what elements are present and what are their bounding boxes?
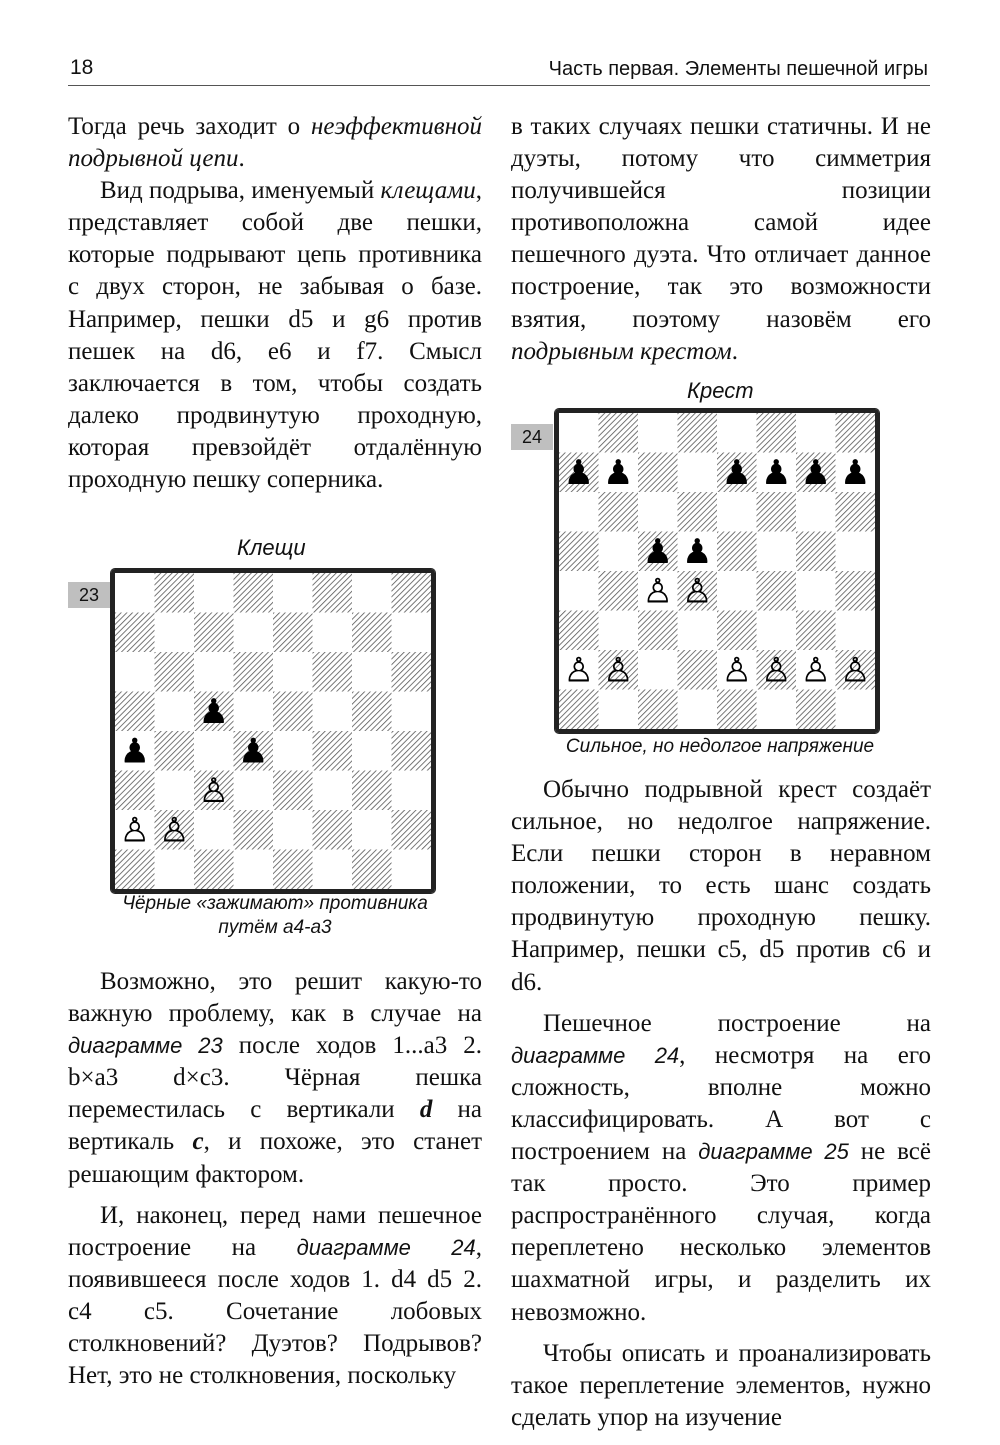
d23-square-b4: [155, 731, 195, 771]
right-column-lower: [511, 774, 931, 1434]
d23-square-c6: [194, 652, 234, 692]
d24-square-f6: [757, 492, 797, 532]
d24-square-h3: [836, 611, 876, 651]
d24-black-pawn-f7: ♟: [761, 453, 792, 494]
d23-square-g6: [352, 652, 392, 692]
d24-white-pawn-g2: ♙: [800, 650, 831, 691]
d24-square-g5: [796, 532, 836, 572]
d24-board-svg: [559, 413, 875, 729]
d24-square-a5: [559, 532, 599, 572]
d23-square-g2: [352, 810, 392, 850]
d23-black-pawn-c5: ♟: [198, 692, 229, 733]
d24-square-g1: [796, 690, 836, 730]
d24-square-a6: [559, 492, 599, 532]
diagram-24-caption: Сильное, но недолгое напряжение: [565, 736, 875, 757]
d24-square-e3: [717, 611, 757, 651]
d23-square-f3: [313, 771, 353, 811]
d24-black-pawn-g7: ♟: [800, 453, 831, 494]
d24-white-pawn-c4: ♙: [642, 571, 673, 612]
d23-square-f5: [313, 692, 353, 732]
diagram-23-caption: Чёрные «зажимают» противника путём a4-a3: [122, 893, 428, 938]
d23-black-pawn-d4: ♟: [238, 731, 269, 772]
d23-square-e3: [273, 771, 313, 811]
right-paragraph-2: Обычно подрывной крест создаёт сильное, но недолгое напряжение. Если пешки сторон в неравном положении, то есть шанс создать продвинутую проходную пешку. Например, пешки c5, d5 против c6 и d6.: [511, 776, 931, 996]
d23-square-f4: [313, 731, 353, 771]
d23-square-c7: [194, 613, 234, 653]
d23-square-f8: [313, 573, 353, 613]
d24-black-pawn-h7: ♟: [840, 453, 871, 494]
d24-square-h1: [836, 690, 876, 730]
d24-square-b1: [599, 690, 639, 730]
d23-square-h4: [392, 731, 432, 771]
d24-square-e5: [717, 532, 757, 572]
chessboard-diagram-24: [555, 409, 879, 733]
d24-square-h4: [836, 571, 876, 611]
d23-board-svg: [115, 573, 431, 889]
d23-square-a5: [115, 692, 155, 732]
d23-white-pawn-a2: ♙: [119, 810, 150, 851]
header-rule: [68, 85, 930, 86]
chessboard-diagram-23: [111, 569, 435, 893]
d24-black-pawn-c5: ♟: [642, 532, 673, 573]
d23-square-f7: [313, 613, 353, 653]
d24-square-b8: [599, 413, 639, 453]
d24-black-pawn-d5: ♟: [682, 532, 713, 573]
d24-square-c3: [638, 611, 678, 651]
d24-square-f3: [757, 611, 797, 651]
d23-square-a3: [115, 771, 155, 811]
d23-white-pawn-c3: ♙: [198, 771, 229, 812]
d24-square-a3: [559, 611, 599, 651]
d23-black-pawn-a4: ♟: [119, 731, 150, 772]
d24-square-b4: [599, 571, 639, 611]
d24-square-c8: [638, 413, 678, 453]
d23-square-g7: [352, 613, 392, 653]
d24-white-pawn-b2: ♙: [603, 650, 634, 691]
d24-square-d6: [678, 492, 718, 532]
d24-white-pawn-f2: ♙: [761, 650, 792, 691]
diagram-25-reference: диаграмме 25: [698, 1139, 849, 1165]
d23-square-b8: [155, 573, 195, 613]
d23-square-d5: [234, 692, 274, 732]
d24-square-b5: [599, 532, 639, 572]
d24-square-d8: [678, 413, 718, 453]
d23-square-d1: [234, 850, 274, 890]
d23-square-c4: [194, 731, 234, 771]
d23-square-a1: [115, 850, 155, 890]
d24-square-g6: [796, 492, 836, 532]
d24-square-g3: [796, 611, 836, 651]
d23-square-g1: [352, 850, 392, 890]
diagram-24-title: Крест: [687, 378, 754, 403]
d23-square-d2: [234, 810, 274, 850]
d23-square-d6: [234, 652, 274, 692]
d23-square-g5: [352, 692, 392, 732]
d23-square-e8: [273, 573, 313, 613]
d23-square-c8: [194, 573, 234, 613]
d23-square-b5: [155, 692, 195, 732]
d23-square-a8: [115, 573, 155, 613]
right-paragraph-4: Чтобы описать и проанализировать такое переплетение элементов, нужно сделать упор на изучение: [511, 1339, 931, 1431]
diagram-24-reference: диаграмме 24: [296, 1234, 476, 1260]
d23-square-e2: [273, 810, 313, 850]
d23-square-e1: [273, 850, 313, 890]
d24-square-d7: [678, 453, 718, 493]
d24-square-c6: [638, 492, 678, 532]
d24-black-pawn-b7: ♟: [603, 453, 634, 494]
d24-square-h8: [836, 413, 876, 453]
d23-square-h3: [392, 771, 432, 811]
diagram-23-title: Клещи: [237, 535, 306, 560]
d23-square-f2: [313, 810, 353, 850]
d23-square-a6: [115, 652, 155, 692]
d24-square-c2: [638, 650, 678, 690]
d24-square-d3: [678, 611, 718, 651]
d23-square-h1: [392, 850, 432, 890]
d23-square-h7: [392, 613, 432, 653]
right-column: [511, 111, 931, 368]
d23-square-h6: [392, 652, 432, 692]
d24-square-c7: [638, 453, 678, 493]
d23-square-c2: [194, 810, 234, 850]
left-column-lower: [68, 966, 482, 1392]
d23-square-b1: [155, 850, 195, 890]
diagram-23-reference: диаграмме 23: [68, 1033, 223, 1059]
d23-square-b6: [155, 652, 195, 692]
d23-square-b7: [155, 613, 195, 653]
d24-white-pawn-d4: ♙: [682, 571, 713, 612]
d24-square-e4: [717, 571, 757, 611]
diagram-24-reference: диаграмме 24: [511, 1042, 680, 1068]
d24-white-pawn-a2: ♙: [563, 650, 594, 691]
d24-white-pawn-h2: ♙: [840, 650, 871, 691]
d24-square-a4: [559, 571, 599, 611]
d24-square-f4: [757, 571, 797, 611]
d23-square-d3: [234, 771, 274, 811]
right-paragraph-3: Пешечное построение на диаграмме 24, несмотря на его сложность, вполне можно классифицировать. А вот с построением на диаграмме 25 не всё так просто. Это пример распространённого случая, когда переплетено несколько элементов шахматной игры, и разделить их невозможно.: [511, 1009, 931, 1326]
d24-square-e1: [717, 690, 757, 730]
d24-white-pawn-e2: ♙: [721, 650, 752, 691]
d23-square-b3: [155, 771, 195, 811]
d23-square-h2: [392, 810, 432, 850]
d23-square-g8: [352, 573, 392, 613]
diagram-24-number: 24: [511, 424, 553, 450]
d24-square-f1: [757, 690, 797, 730]
left-paragraph-2: Вид подрыва, именуемый клещами, представляет собой две пешки, которые подрывают цепь противника с двух сторон, не забывая о базе. Например, пешки d5 и g6 против пешек на d6, e6 и f7. Смысл заключается в том, чтобы создать далеко продвинутую проходную, которая превзойдёт отдалённую проходную пешку соперника.: [68, 177, 482, 494]
d23-square-e7: [273, 613, 313, 653]
d23-square-f6: [313, 652, 353, 692]
d23-square-f1: [313, 850, 353, 890]
d24-square-g8: [796, 413, 836, 453]
d24-black-pawn-a7: ♟: [563, 453, 594, 494]
d23-square-g4: [352, 731, 392, 771]
d24-square-b3: [599, 611, 639, 651]
d24-square-b6: [599, 492, 639, 532]
d24-square-a8: [559, 413, 599, 453]
left-column: [68, 111, 482, 496]
d24-square-g4: [796, 571, 836, 611]
running-header-title: Часть первая. Элементы пешечной игры: [548, 58, 928, 80]
d24-square-f8: [757, 413, 797, 453]
d23-square-d7: [234, 613, 274, 653]
d24-square-f5: [757, 532, 797, 572]
d24-square-h5: [836, 532, 876, 572]
d23-square-e5: [273, 692, 313, 732]
d23-square-e6: [273, 652, 313, 692]
left-paragraph-1: Тогда речь заходит о неэффективной подрывной цепи.: [68, 113, 482, 173]
d24-black-pawn-e7: ♟: [721, 453, 752, 494]
d23-square-g3: [352, 771, 392, 811]
d23-white-pawn-b2: ♙: [159, 810, 190, 851]
d23-square-a7: [115, 613, 155, 653]
diagram-23-number: 23: [68, 582, 110, 608]
d24-square-d1: [678, 690, 718, 730]
d24-square-a1: [559, 690, 599, 730]
d24-square-e8: [717, 413, 757, 453]
d23-square-e4: [273, 731, 313, 771]
left-paragraph-4: И, наконец, перед нами пешечное построение на диаграмме 24, появившееся после ходов 1. d4 d5 2. c4 c5. Сочетание лобовых столкновений? Дуэтов? Подрывов? Нет, это не столкновения, поскольку: [68, 1201, 482, 1390]
right-paragraph-1: в таких случаях пешки статичны. И не дуэты, потому что симметрия получившейся позиции противоположна самой идее пешечного дуэта. Что отличает данное построение, так это возможности взятия, поэтому назовём его подрывным крестом.: [511, 113, 931, 365]
d24-square-h6: [836, 492, 876, 532]
d23-square-d8: [234, 573, 274, 613]
d24-square-c1: [638, 690, 678, 730]
left-paragraph-3: Возможно, это решит какую-то важную проблему, как в случае на диаграмме 23 после ходов 1...a3 2. b×a3 d×c3. Чёрная пешка переместилась с вертикали d на вертикаль c, и похоже, это станет решающим фактором.: [68, 968, 483, 1188]
d23-square-c1: [194, 850, 234, 890]
d24-square-e6: [717, 492, 757, 532]
d23-square-h8: [392, 573, 432, 613]
d23-square-h5: [392, 692, 432, 732]
page-number: 18: [70, 56, 94, 79]
d24-square-d2: [678, 650, 718, 690]
